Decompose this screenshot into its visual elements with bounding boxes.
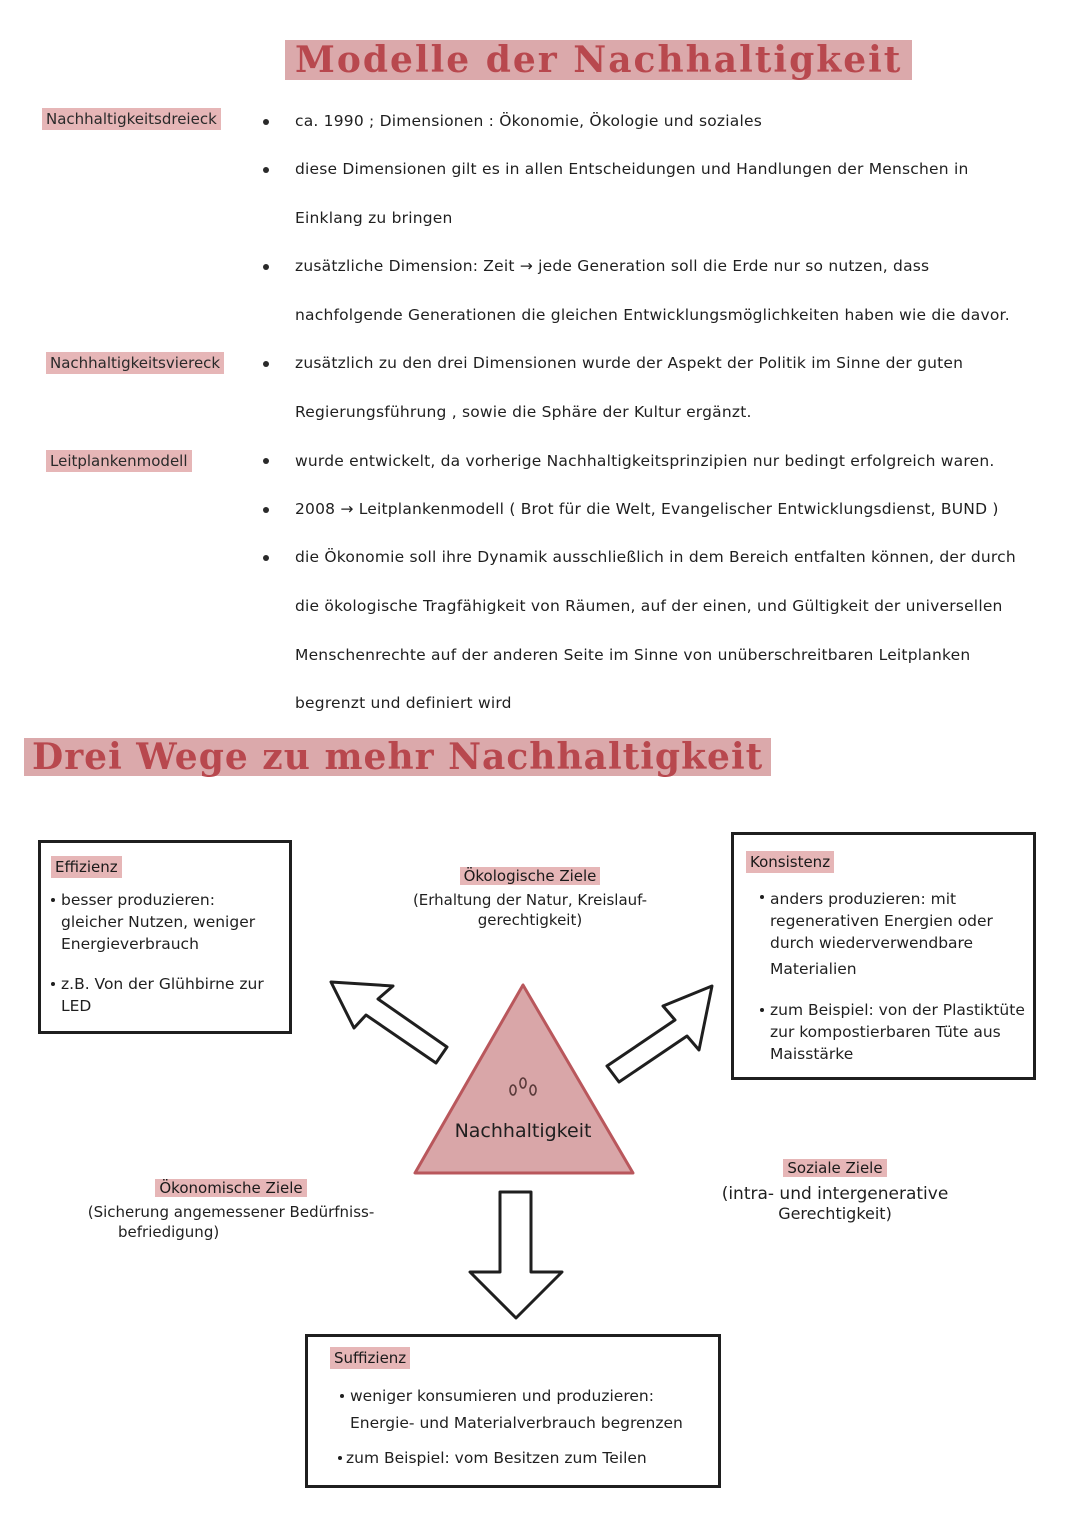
box-line: Energieverbrauch [61, 935, 199, 953]
label-nachhaltigkeitsviereck: Nachhaltigkeitsviereck [46, 352, 224, 374]
bullet-dot [51, 898, 55, 902]
suffizienz-box [305, 1334, 721, 1488]
box-line: zur kompostierbaren Tüte aus [770, 1023, 1001, 1041]
text-line: diese Dimensionen gilt es in allen Entscheidungen und Handlungen der Menschen in [295, 160, 969, 178]
goal-sozial [705, 1158, 965, 1224]
bullet-dot [760, 895, 764, 899]
box-line: anders produzieren: mit [770, 890, 957, 908]
box-line: weniger konsumieren und produzieren: [350, 1387, 654, 1405]
box-line: Energie- und Materialverbrauch begrenzen [350, 1414, 683, 1432]
center-label: Nachhaltigkeit [454, 1120, 592, 1142]
konsistenz-bullet-1 [770, 888, 993, 980]
effizienz-bullet-1 [61, 889, 255, 955]
text-line: ca. 1990 ; Dimensionen : Ökonomie, Ökologie und soziales [295, 112, 762, 130]
bullet-dot [338, 1456, 342, 1460]
text-line: wurde entwickelt, da vorherige Nachhaltigkeitsprinzipien nur bedingt erfolgreich waren. [295, 452, 995, 470]
suffizienz-title: Suffizienz [330, 1347, 410, 1369]
box-line: z.B. Von der Glühbirne zur [61, 975, 264, 993]
text-line: 2008 → Leitplankenmodell ( Brot für die Welt, Evangelischer Entwicklungsdienst, BUND ) [295, 500, 999, 518]
konsistenz-box [731, 832, 1036, 1080]
goal-sub: (Erhaltung der Natur, Kreislauf- [412, 891, 648, 909]
box-line: zum Beispiel: von der Plastiktüte [770, 1001, 1025, 1019]
suffizienz-bullet-2 [346, 1447, 647, 1469]
label-leitplankenmodell: Leitplankenmodell [46, 450, 192, 472]
text-line: die Ökonomie soll ihre Dynamik ausschließlich in dem Bereich entfalten können, der durch [295, 548, 1016, 566]
box-line: Maisstärke [770, 1045, 854, 1063]
goal-sub: Gerechtigkeit) [778, 1204, 892, 1223]
text-line: begrenzt und definiert wird [295, 694, 512, 712]
section-title: Drei Wege zu mehr Nachhaltigkeit [24, 738, 771, 776]
goal-title: Ökologische Ziele [460, 867, 601, 885]
effizienz-box [38, 840, 292, 1034]
text-line: Regierungsführung , sowie die Sphäre der Kultur ergänzt. [295, 403, 752, 421]
box-line: regenerativen Energien oder [770, 912, 993, 930]
bullet-dot [263, 555, 269, 561]
bullet-dot [263, 507, 269, 513]
text-line: nachfolgende Generationen die gleichen Entwicklungsmöglichkeiten haben wie die davor. [295, 306, 1010, 324]
goal-sub: gerechtigkeit) [477, 911, 583, 929]
effizienz-title: Effizienz [51, 856, 122, 878]
text-line: zusätzliche Dimension: Zeit → jede Generation soll die Erde nur so nutzen, dass [295, 257, 930, 275]
text-line: zusätzlich zu den drei Dimensionen wurde der Aspekt der Politik im Sinne der guten [295, 354, 964, 372]
bullet-dot [263, 167, 269, 173]
goal-oekonomisch [76, 1178, 386, 1242]
goal-sub: (Sicherung angemessener Bedürfniss- [87, 1203, 375, 1221]
goal-title: Ökonomische Ziele [155, 1179, 306, 1197]
suffizienz-bullet-1 [350, 1383, 683, 1437]
goal-sub: (intra- und intergenerative [721, 1184, 949, 1204]
effizienz-bullet-2 [61, 973, 264, 1017]
konsistenz-title: Konsistenz [746, 851, 834, 873]
box-line: durch wiederverwendbare [770, 934, 974, 952]
bullet-dot [340, 1394, 344, 1398]
box-line: LED [61, 997, 92, 1015]
konsistenz-bullet-2 [770, 999, 1025, 1065]
arrow-left-icon [331, 982, 447, 1063]
goal-sub: befriedigung) [118, 1223, 220, 1241]
goal-title: Soziale Ziele [783, 1159, 886, 1177]
bullet-dot [263, 264, 269, 270]
goal-oekologisch [400, 866, 660, 930]
box-line: Materialien [770, 960, 857, 978]
bullet-dot [51, 982, 55, 986]
box-line: gleicher Nutzen, weniger [61, 913, 256, 931]
arrow-down-icon [470, 1192, 562, 1318]
label-nachhaltigkeitsdreieck: Nachhaltigkeitsdreieck [42, 108, 221, 130]
text-line: Menschenrechte auf der anderen Seite im Sinne von unüberschreitbaren Leitplanken [295, 646, 971, 664]
arrow-right-icon [607, 986, 712, 1082]
text-line: die ökologische Tragfähigkeit von Räumen, auf der einen, und Gültigkeit der universellen [295, 597, 1003, 615]
bullet-dot [760, 1008, 764, 1012]
page-title: Modelle der Nachhaltigkeit [285, 40, 912, 80]
box-line: besser produzieren: [61, 891, 215, 909]
box-line: zum Beispiel: vom Besitzen zum Teilen [346, 1449, 647, 1467]
bullet-dot [263, 361, 269, 367]
bullet-dot [263, 119, 269, 125]
bullet-dot [263, 458, 269, 464]
text-line: Einklang zu bringen [295, 209, 453, 227]
